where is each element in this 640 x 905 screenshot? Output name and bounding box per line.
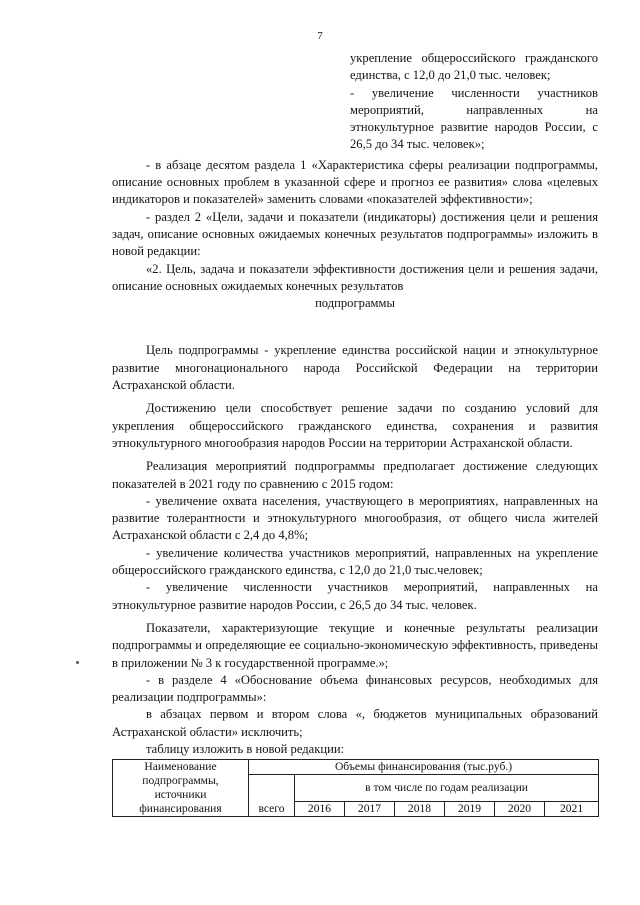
paragraph-12: таблицу изложить в новой редакции: [146, 741, 345, 756]
page-number: 7 [317, 30, 323, 42]
table-year-cell: 2020 [495, 802, 545, 817]
document-body [112, 50, 598, 817]
scan-speck [76, 661, 79, 664]
table-year-cell: 2018 [395, 802, 445, 817]
paragraph-3: Цель подпрограммы - укрепление единства российской нации и этнокультурное развитие многонационального народа Российской Федерации на территории Астраханской области. [112, 343, 598, 393]
paragraph-5: Реализация мероприятий подпрограммы предполагает достижение следующих показателей в 2021 году по сравнению с 2015 годом: [112, 459, 598, 491]
section-heading-line-1: «2. Цель, задача и показатели эффективности достижения цели и решения задачи, описание основных ожидаемых конечных результатов [112, 261, 598, 293]
paragraph-6: - увеличение охвата населения, участвующего в мероприятиях, направленных на развитие толерантности и этнокультурного многообразия, от общего числа жителей Астраханской области с 2,4 до 4,8%; [112, 493, 598, 543]
paragraph-8: - увеличение численности участников мероприятий, направленных на этнокультурное развитие народов России, с 26,5 до 34 тыс. человек. [112, 580, 598, 612]
paragraph-7: - увеличение количества участников мероприятий, направленных на укрепление общероссийского гражданского единства, с 12,0 до 21,0 тыс.человек; [112, 545, 598, 578]
table-header-name: Наименование подпрограммы, источники финансирования [113, 760, 249, 817]
table-header-total: всего [249, 775, 295, 817]
paragraph-4: Достижению цели способствует решение задачи по созданию условий для укрепления общероссийского гражданского единства, сохранения и развития этнокультурного многообразия народов России на территории Астраханской области. [112, 401, 598, 450]
table-year-cell: 2019 [445, 802, 495, 817]
continuation-line-2: - увеличение численности участников мероприятий, направленных на этнокультурное развитие народов России, с 26,5 до 34 тыс. человек»; [350, 85, 598, 152]
table-header-by-years: в том числе по годам реализации [295, 775, 599, 802]
paragraph-9: Показатели, характеризующие текущие и конечные результаты реализации подпрограммы и определяющие ее социально-экономическую эффективность, приведены в приложении № 3 к государственной программе.»; [112, 620, 598, 670]
table-year-cell: 2017 [345, 802, 395, 817]
section-heading-line-2: подпрограммы [315, 296, 395, 311]
table-year-cell: 2016 [295, 802, 345, 817]
table-header-volumes: Объемы финансирования (тыс.руб.) [249, 760, 599, 775]
table-header-row [113, 760, 599, 775]
paragraph-1: - в абзаце десятом раздела 1 «Характеристика сферы реализации подпрограммы, описание основных проблем в указанной сфере и прогноз ее развития» слова «целевых индикаторов и показателей» заменить словами «показателей эффективности»; [112, 157, 598, 207]
paragraph-11: в абзацах первом и втором слова «, бюджетов муниципальных образований Астраханской области» исключить; [112, 707, 598, 739]
financing-table [112, 759, 599, 817]
paragraph-2: - раздел 2 «Цели, задачи и показатели (индикаторы) достижения цели и решения задач, описание основных ожидаемых конечных результатов подпрограммы» изложить в новой редакции: [112, 209, 598, 259]
table-year-cell: 2021 [545, 802, 599, 817]
paragraph-10: - в разделе 4 «Обоснование объема финансовых ресурсов, необходимых для реализации подпрограммы»: [112, 672, 598, 705]
continuation-line-1: укрепление общероссийского гражданского единства, с 12,0 до 21,0 тыс. человек; [350, 51, 598, 83]
continuation-column [350, 50, 598, 154]
